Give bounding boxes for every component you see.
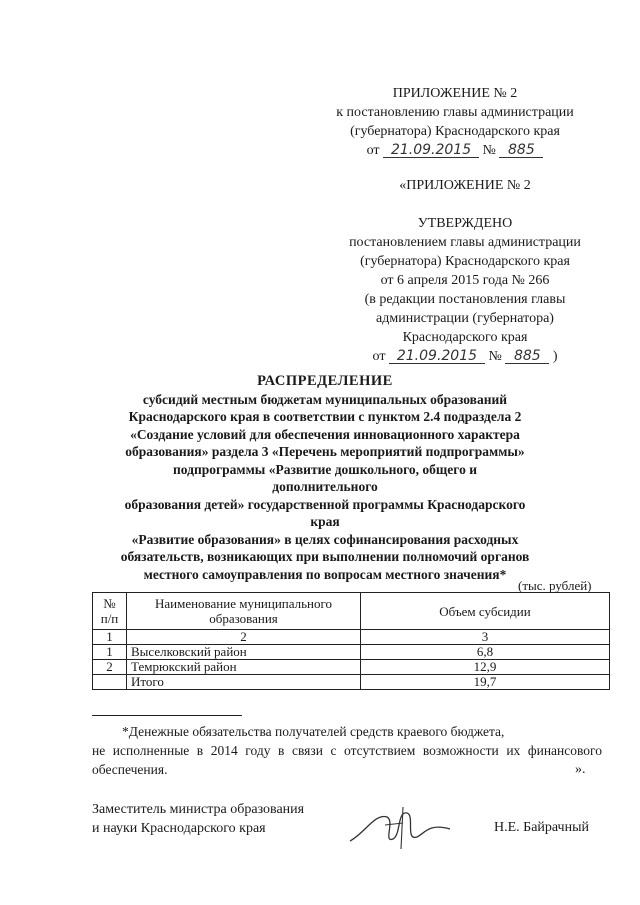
heading-line: образования детей» государственной программы Краснодарского края (124, 496, 526, 529)
approval-line: от 6 апреля 2015 года № 266 (380, 273, 550, 288)
close-paren: ) (552, 349, 558, 364)
appendix-title: ПРИЛОЖЕНИЕ № 2 (392, 86, 518, 101)
signatory-name: Н.Е. Байрачный (494, 820, 589, 835)
appendix-date-line (330, 141, 580, 160)
row-num (93, 675, 127, 690)
table-row (93, 645, 610, 660)
number-label: № (482, 143, 496, 158)
heading-line: субсидий местным бюджетам муниципальных образований (142, 391, 508, 407)
handwritten-date: 21.09.2015 (383, 143, 479, 158)
row-num: 1 (93, 645, 127, 660)
row-num: 2 (93, 660, 127, 675)
row-name: Темрюкский район (127, 660, 361, 675)
appendix-approval-block (330, 176, 600, 366)
number-label: № (488, 349, 502, 364)
heading-line: «Развитие образования» в целях софинансирования расходных (131, 531, 519, 547)
heading-title: РАСПРЕДЕЛЕНИЕ (257, 373, 393, 389)
header-name: Наименование муниципального образования (127, 593, 361, 630)
appendix-line: к постановлению главы администрации (336, 105, 574, 120)
subsidy-table (92, 592, 610, 690)
approval-line: администрации (губернатора) (376, 311, 554, 326)
approval-date-line (330, 347, 600, 366)
appendix2-title: «ПРИЛОЖЕНИЕ № 2 (399, 178, 531, 193)
approval-line: Краснодарского края (402, 330, 528, 345)
heading-line: «Создание условий для обеспечения инновационного характера (130, 426, 520, 442)
row-name: Итого (127, 675, 361, 690)
position-line: и науки Краснодарского края (92, 821, 266, 836)
index-cell: 3 (361, 630, 610, 645)
appendix-line: (губернатора) Краснодарского края (350, 124, 560, 139)
row-value: 12,9 (361, 660, 610, 675)
heading-line: подпрограммы «Развитие дошкольного, общего и дополнительного (173, 461, 477, 494)
heading-line: Краснодарского края в соответствии с пунктом 2.4 подраздела 2 (128, 409, 522, 424)
header-num: № п/п (93, 593, 127, 630)
handwritten-signature (345, 803, 455, 853)
from-label: от (372, 349, 386, 364)
appendix-header (330, 84, 580, 160)
approval-line: постановлением главы администрации (349, 235, 581, 250)
footnote-line: *Денежные обязательства получателей средств краевого бюджета, (122, 724, 505, 739)
handwritten-date: 21.09.2015 (389, 349, 485, 364)
row-value: 6,8 (361, 645, 610, 660)
approval-line: (губернатора) Краснодарского края (360, 254, 570, 269)
position-line: Заместитель министра образования (92, 802, 305, 817)
table-row (93, 660, 610, 675)
table-index-row (93, 630, 610, 645)
heading-line: образования» раздела 3 «Перечень мероприятий подпрограммы» (125, 444, 525, 459)
approval-line: (в редакции постановления главы (364, 292, 566, 307)
heading-line: местного самоуправления по вопросам местного значения* (143, 566, 507, 582)
document-heading (120, 373, 530, 583)
footnote-divider (92, 715, 242, 716)
footnote (92, 722, 602, 779)
row-value: 19,7 (361, 675, 610, 690)
table-header-row (93, 593, 610, 630)
signatory-position (92, 800, 304, 838)
handwritten-number: 885 (499, 143, 543, 158)
unit-label: (тыс. рублей) (518, 578, 592, 593)
from-label: от (366, 143, 380, 158)
index-cell: 1 (93, 630, 127, 645)
footnote-line: не исполненные в 2014 году в связи с отсутствием возможности их финансового обеспечения. (92, 743, 602, 777)
approved-label: УТВЕРЖДЕНО (417, 216, 513, 231)
header-value: Объем субсидии (361, 593, 610, 630)
row-name: Выселковский район (127, 645, 361, 660)
handwritten-number: 885 (505, 349, 549, 364)
table-total-row (93, 675, 610, 690)
index-cell: 2 (127, 630, 361, 645)
closing-quote: ». (575, 762, 586, 777)
heading-line: обязательств, возникающих при выполнении полномочий органов (120, 549, 530, 564)
